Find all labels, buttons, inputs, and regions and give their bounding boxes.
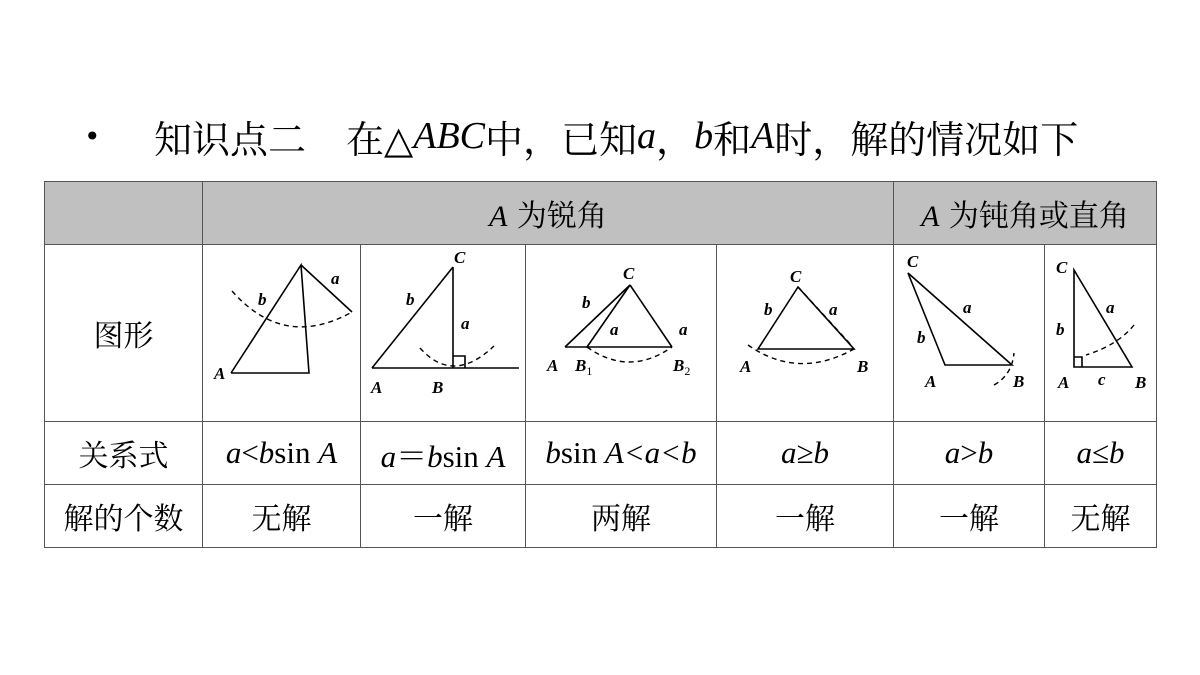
title-triangle-name: ABC (413, 115, 486, 157)
fig2-label-C: C (453, 248, 465, 267)
rel6-part1: a (1076, 435, 1092, 470)
figure-cell-5 (894, 245, 1045, 422)
header-acute (203, 182, 894, 245)
fig5-label-A: A (924, 372, 936, 391)
rel1-part2: < (241, 435, 259, 470)
rel4-part1: a (780, 435, 797, 470)
figure-row (45, 245, 1157, 422)
fig4-label-B: B (856, 357, 868, 376)
fig2-label-B: B (431, 378, 443, 397)
figure-cell-1 (203, 245, 361, 422)
fig3-label-b: b (581, 293, 590, 312)
rel2-part3: b (427, 438, 443, 474)
triangle-diagram-two-solutions (527, 245, 716, 413)
solution-cases-table (44, 181, 1157, 548)
rel3-part5: b (681, 435, 697, 470)
fig3-label-A: A (546, 356, 558, 375)
triangle-diagram-obtuse (895, 245, 1044, 413)
rel1-part1: a (225, 435, 242, 470)
fig3-label-B2 (672, 356, 690, 378)
count-cell-2: 一解 (361, 485, 526, 548)
header-acute-label: 为锐角 (507, 199, 607, 234)
slide-title (84, 108, 1078, 164)
rel6-part2: ≤ (1091, 435, 1109, 470)
fig6-label-c: c (1097, 370, 1106, 389)
fig3-label-a2: a (678, 320, 687, 339)
fig6-label-b: b (1055, 320, 1064, 339)
title-comma: ， (656, 117, 695, 162)
triangle-diagram-a-ge-b (718, 245, 893, 413)
triangle-diagram-no-solution (204, 245, 360, 413)
figure-cell-2 (361, 245, 526, 422)
figure-cell-4 (717, 245, 894, 422)
fig1-label-A: A (213, 364, 225, 383)
fig5-label-b: b (916, 328, 925, 347)
rel5-part2: > (960, 435, 978, 470)
count-cell-6: 无解 (1045, 485, 1157, 548)
rel2-part4: sin (442, 438, 487, 474)
relation-cell-3 (526, 422, 717, 485)
fig4-label-A: A (739, 357, 751, 376)
fig5-label-B: B (1012, 372, 1024, 391)
relation-cell-1 (203, 422, 361, 485)
count-cell-3: 两解 (526, 485, 717, 548)
title-text-2: 中，已知 (485, 117, 638, 162)
relation-row (45, 422, 1157, 485)
title-text-1: 在△ (346, 117, 414, 162)
rel2-part5: A (486, 438, 506, 474)
fig6-label-A: A (1057, 373, 1069, 392)
relation-cell-2 (361, 422, 526, 485)
fig3-label-C: C (622, 264, 634, 283)
fig3-label-B1 (574, 356, 592, 378)
fig2-label-b: b (405, 290, 414, 309)
title-var-b: b (694, 115, 714, 157)
relation-cell-5 (894, 422, 1045, 485)
fig6-label-C: C (1055, 258, 1067, 277)
fig3-label-B2-sub: 2 (683, 364, 690, 378)
rel2-part2: ＝ (396, 438, 428, 474)
header-obtuse (894, 182, 1157, 245)
header-acute-var: A (489, 200, 508, 233)
rel1-part4: sin (274, 435, 319, 470)
rel1-part5: A (318, 435, 338, 470)
triangle-diagram-right-angle (362, 245, 525, 413)
title-text-3: 和 (713, 117, 752, 162)
header-blank-cell (45, 182, 203, 245)
row-label-count: 解的个数 (45, 485, 203, 548)
header-row (45, 182, 1157, 245)
fig6-label-B: B (1134, 373, 1146, 392)
fig3-label-B1-sub: 1 (585, 364, 592, 378)
rel3-part3: A (604, 435, 624, 470)
fig5-label-a: a (962, 298, 971, 317)
rel4-part3: b (813, 435, 829, 470)
rel3-part2: sin (560, 435, 605, 470)
count-cell-4: 一解 (717, 485, 894, 548)
fig6-label-a: a (1105, 298, 1114, 317)
fig2-label-a: a (460, 314, 469, 333)
fig4-label-b: b (763, 300, 772, 319)
count-cell-5: 一解 (894, 485, 1045, 548)
title-var-a: a (637, 115, 657, 157)
count-cell-1: 无解 (203, 485, 361, 548)
row-label-relation: 关系式 (45, 422, 203, 485)
rel5-part3: b (977, 435, 994, 470)
figure-cell-3 (526, 245, 717, 422)
knowledge-point-label: 知识点二 (154, 117, 307, 162)
relation-cell-4 (717, 422, 894, 485)
relation-cell-6 (1045, 422, 1157, 485)
header-obtuse-label: 为钝角或直角 (939, 199, 1129, 234)
title-text-4: 时，解的情况如下 (774, 117, 1079, 162)
fig3-label-a1: a (609, 320, 618, 339)
fig5-label-C: C (906, 252, 918, 271)
fig4-label-a: a (828, 300, 837, 319)
title-var-A: A (751, 115, 775, 157)
fig2-label-A: A (370, 378, 382, 397)
triangle-diagram-right-at-A (1046, 245, 1156, 413)
rel5-part1: a (944, 435, 961, 470)
header-obtuse-var: A (921, 200, 940, 233)
fig4-label-C: C (789, 267, 801, 286)
fig3-label-B2-letter: B (672, 356, 684, 375)
rel3-part4: <a< (623, 435, 682, 470)
row-label-figure: 图形 (45, 245, 203, 422)
figure-cell-6 (1045, 245, 1157, 422)
fig3-label-B1-letter: B (574, 356, 586, 375)
solution-count-row (45, 485, 1157, 548)
rel4-part2: ≥ (796, 435, 814, 470)
rel3-part1: b (545, 435, 561, 470)
fig1-label-a: a (330, 269, 339, 288)
rel1-part3: b (258, 435, 275, 470)
bullet-point: • (84, 119, 101, 153)
rel6-part3: b (1109, 435, 1125, 470)
fig1-label-b: b (257, 290, 266, 309)
rel2-part1: a (380, 438, 397, 474)
